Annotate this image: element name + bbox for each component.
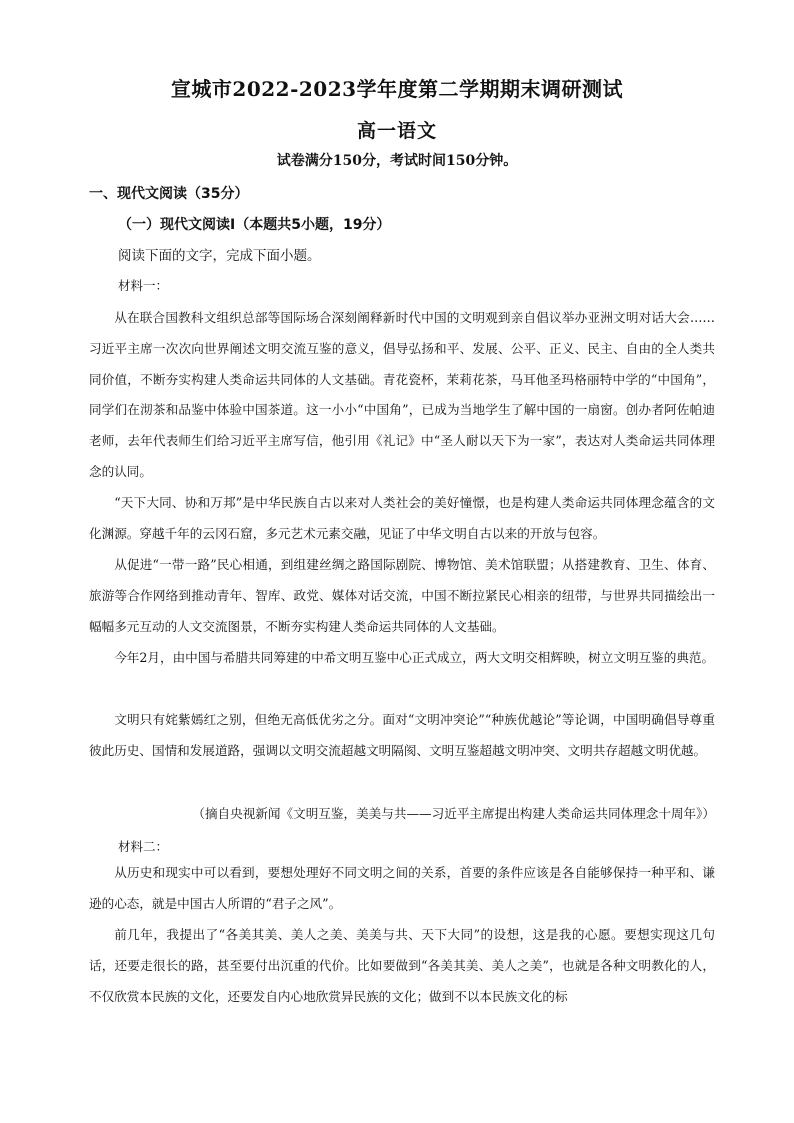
- material-one-paragraph: 今年2月，由中国与希腊共同筹建的中希文明互鉴中心正式成立，两大文明交相辉映，树立文明互鉴的典范。: [114, 650, 715, 665]
- exam-title: 宣城市2022-2023学年度第二学期期末调研测试: [170, 77, 624, 101]
- material-one-paragraph: 从促进“一带一路”民心相通，到组建丝绸之路国际剧院、博物馆、美术馆联盟；从搭建教育、卫生、体育、旅游等合作网络到推动青年、智库、政党、媒体对话交流，中国不断拉紧民心相亲的纽带，与世界共同描绘出一幅幅多元互动的人文交流图景，不断夯实构建人类命运共同体的人文基础。: [89, 557, 715, 634]
- material-one-label: 材料一：: [118, 278, 169, 293]
- reading-instruction: 阅读下面的文字，完成下面小题。: [118, 248, 321, 264]
- material-two-paragraph: 前几年，我提出了“各美其美、美人之美、美美与共、天下大同”的设想，这是我的心愿。要想实现这几句话，还要走很长的路，甚至要付出沉重的代价。比如要做到“各美其美、美人之美”，也就是各种文明教化的人，不仅欣赏本民族的文化，还要发自内心地欣赏异民族的文化；做到不以本民族文化的标: [89, 927, 715, 1004]
- material-two-paragraph: 从历史和现实中可以看到，要想处理好不同文明之间的关系，首要的条件应该是各自能够保持一种平和、谦逊的心态，就是中国古人所谓的“君子之风”。: [89, 865, 715, 911]
- material-one-paragraph: 从在联合国教科文组织总部等国际场合深刻阐释新时代中国的文明观到亲自倡议举办亚洲文明对话大会……习近平主席一次次向世界阐述文明交流互鉴的意义，倡导弘扬和平、发展、公平、正义、民主、自由的全人类共同价值，不断夯实构建人类命运共同体的人文基础。青花瓷杯，茉莉花茶，马耳他圣玛格丽特中学的“中国角”，同学们在沏茶和品鉴中体验中国茶道。这一小小“中国角”，已成为当地学生了解中国的一扇窗。创办者阿佐帕迪老师，去年代表师生们给习近平主席写信，他引用《礼记》中“圣人耐以天下为一家”，表达对人类命运共同体理念的认同。: [89, 310, 715, 479]
- material-one-paragraph: 文明只有姹紫嫣红之别，但绝无高低优劣之分。面对“文明冲突论”“种族优越论”等论调，中国明确倡导尊重彼此历史、国情和发展道路，强调以文明交流超越文明隔阂、文明互鉴超越文明冲突、文明共存超越文明优越。: [89, 712, 715, 758]
- material-two-label: 材料二：: [118, 839, 169, 854]
- exam-note: 试卷满分150分，考试时间150分钟。: [276, 153, 518, 169]
- subsection-heading: （一）现代文阅读Ⅰ（本题共5小题，19分）: [118, 217, 391, 233]
- section-heading: 一、现代文阅读（35分）: [89, 186, 249, 202]
- subject-title: 高一语文: [356, 120, 437, 142]
- material-one-source: （摘自央视新闻《文明互鉴，美美与共——习近平主席提出构建人类命运共同体理念十周年》）: [192, 806, 715, 821]
- material-one-paragraph: “天下大同、协和万邦”是中华民族自古以来对人类社会的美好憧憬，也是构建人类命运共同体理念蕴含的文化渊源。穿越千年的云冈石窟，多元艺术元素交融，见证了中华文明自古以来的开放与包容。: [89, 495, 715, 541]
